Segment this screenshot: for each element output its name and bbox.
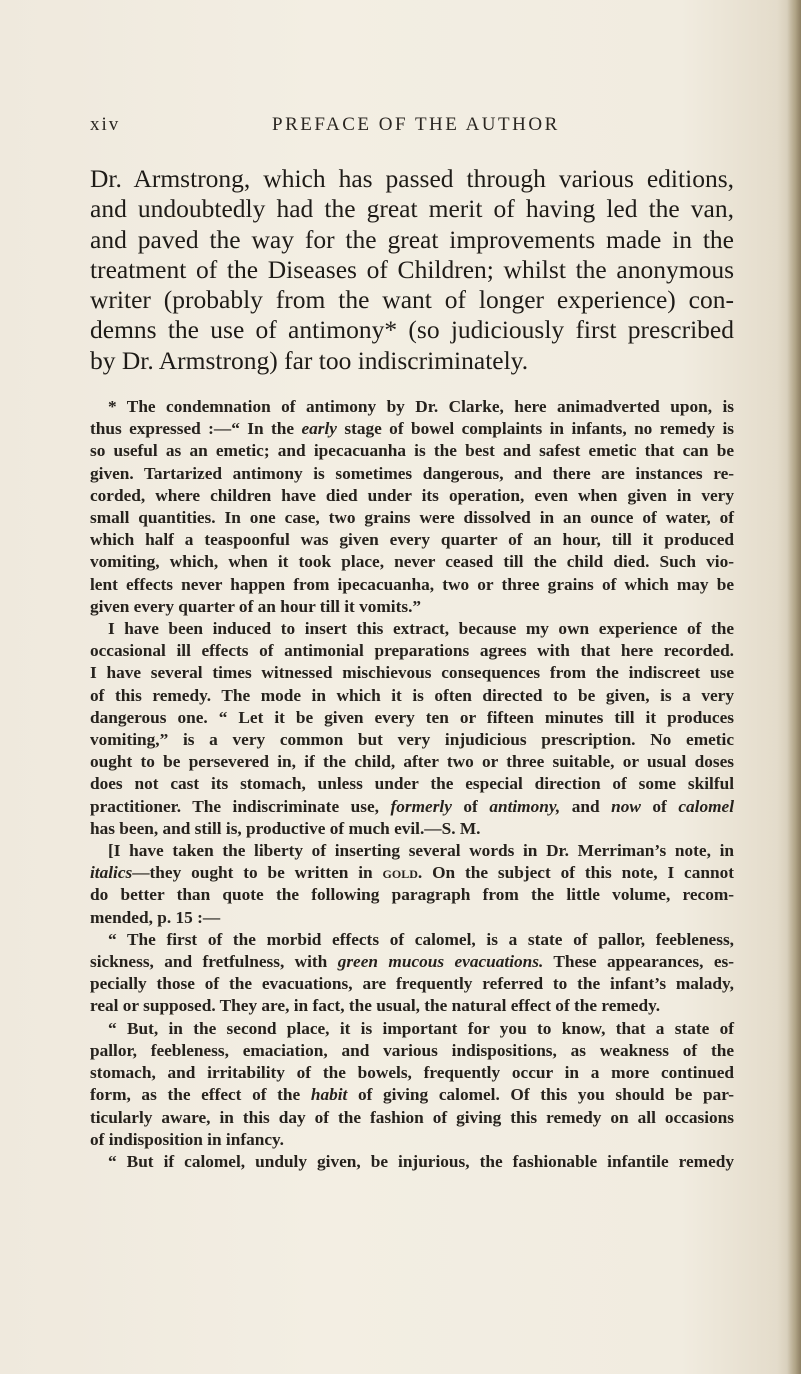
main-text-line: treatment of the Diseases of Children; whilst the anonymous: [90, 254, 734, 284]
footnote-line: [90, 463, 734, 485]
text-run: stage of bowel complaints in infants, no remedy is: [336, 419, 734, 439]
text-run: vomiting,” is a very common but very injudicious prescription. No emetic: [90, 730, 734, 750]
footnote-line: [90, 1107, 734, 1129]
footnote-line: [90, 1040, 734, 1062]
text-run: corded, where children have died under its operation, even when given in very: [90, 485, 734, 505]
footnote-line: [90, 995, 734, 1017]
footnote-line: [90, 418, 734, 440]
footnote-line: [90, 729, 734, 751]
text-run: * The condemnation of antimony by Dr. Clarke, here animadverted upon, is: [108, 397, 734, 416]
text-run: stomach, and irritability of the bowels, frequently occur in a more continued: [90, 1063, 734, 1083]
text-run: small quantities. In one case, two grains were dissolved in an ounce of water, of: [90, 508, 734, 528]
footnote-line: [90, 951, 734, 973]
footnote-line: [90, 551, 734, 573]
italic-text: habit: [310, 1085, 348, 1105]
text-run: of indisposition in infancy.: [90, 1129, 285, 1149]
italic-text: early: [301, 419, 337, 439]
text-run: “ But, in the second place, it is important for you to know, that a state of: [108, 1018, 734, 1038]
text-run: ought to be persevered in, if the child, after two or three suitable, or usual doses: [90, 752, 734, 772]
italic-text: green mucous evacuations.: [337, 952, 544, 972]
text-run: of this remedy. The mode in which it is often directed to be given, is a very: [90, 685, 734, 705]
text-run: “ The first of the morbid effects of calomel, is a state of pallor, feebleness,: [108, 929, 734, 949]
text-run: of: [640, 796, 679, 816]
footnote-line: [90, 973, 734, 995]
italic-text: calomel: [678, 796, 734, 816]
text-run: which half a teaspoonful was given every quarter of an hour, till it produced: [90, 530, 734, 550]
page-header: [90, 108, 730, 138]
text-run: do better than quote the following paragraph from the little volume, recom-: [90, 885, 734, 905]
text-run: occasional ill effects of antimonial preparations agrees with that here recorded.: [90, 641, 734, 661]
footnote-line: [90, 440, 734, 462]
text-run: “ But if calomel, unduly given, be injurious, the fashionable infantile remedy: [108, 1151, 734, 1171]
footnote-line: [90, 529, 734, 551]
text-run: I have been induced to insert this extract, because my own experience of the: [108, 619, 734, 639]
text-run: These appearances, es-: [543, 952, 734, 972]
footnote-line: [90, 707, 734, 729]
text-run: pallor, feebleness, emaciation, and various indispositions, as weakness of the: [90, 1040, 734, 1060]
footnote-line: [90, 396, 734, 418]
main-text-line: by Dr. Armstrong) far too indiscriminately.: [90, 345, 529, 375]
main-text-line: demns the use of antimony* (so judiciously first prescribed: [90, 315, 734, 345]
footnote-line: [90, 574, 734, 596]
footnote-line: [90, 640, 734, 662]
footnote-line: [90, 929, 734, 951]
text-run: does not cast its stomach, unless under the especial direction of some skilful: [90, 774, 734, 794]
italic-text: formerly: [390, 796, 452, 816]
footnote-line: [90, 796, 734, 818]
footnote-line: [90, 507, 734, 529]
text-run: I have several times witnessed mischievous consequences from the indiscreet use: [90, 663, 734, 683]
text-run: of giving calomel. Of this you should be par-: [347, 1085, 734, 1105]
footnote-line: [90, 1151, 734, 1173]
footnote-line: [90, 1084, 734, 1106]
text-run: and: [560, 796, 612, 816]
text-run: mended, p. 15 :—: [90, 907, 221, 927]
footnote-line: [90, 818, 734, 840]
footnote-line: [90, 596, 734, 618]
footnote-line: [90, 662, 734, 684]
text-run: dangerous one. “ Let it be given every ten or fifteen minutes till it produces: [90, 707, 734, 727]
page-number: xiv: [90, 114, 121, 135]
main-text-line: writer (probably from the want of longer experience) con-: [90, 285, 734, 315]
text-run: thus expressed :—“ In the: [90, 419, 302, 439]
text-run: real or supposed. They are, in fact, the usual, the natural effect of the remedy.: [90, 996, 661, 1016]
main-paragraph: [90, 164, 734, 376]
main-text-line: Dr. Armstrong, which has passed through various editions,: [90, 164, 734, 193]
running-head: PREFACE OF THE AUTHOR: [272, 114, 560, 135]
text-run: . On the subject of this note, I cannot: [417, 863, 734, 883]
text-run: sickness, and fretfulness, with: [90, 952, 338, 972]
text-run: has been, and still is, productive of much evil.—S. M.: [90, 818, 481, 838]
main-text-line: and paved the way for the great improvements made in the: [90, 224, 734, 254]
text-run: given every quarter of an hour till it vomits.”: [90, 596, 422, 616]
main-text-line: and undoubtedly had the great merit of having led the van,: [90, 194, 734, 224]
footnote-line: [90, 773, 734, 795]
italic-text: antimony,: [489, 796, 561, 816]
footnote-block: [90, 396, 734, 1173]
text-run: ticularly aware, in this day of the fashion of giving this remedy on all occasions: [90, 1107, 734, 1127]
text-run: [I have taken the liberty of inserting several words in Dr. Merriman’s note, in: [108, 841, 734, 861]
text-run: practitioner. The indiscriminate use,: [90, 796, 391, 816]
footnote-line: [90, 618, 734, 640]
small-caps-text: gold: [382, 863, 418, 883]
text-run: pecially those of the evacuations, are frequently referred to the infant’s malady,: [90, 974, 734, 994]
text-run: so useful as an emetic; and ipecacuanha is the best and safest emetic that can be: [90, 441, 734, 461]
footnote-line: [90, 884, 734, 906]
footnote-line: [90, 907, 734, 929]
text-run: given. Tartarized antimony is sometimes dangerous, and there are instances re-: [90, 463, 734, 483]
footnote-line: [90, 751, 734, 773]
footnote-line: [90, 1062, 734, 1084]
text-run: form, as the effect of the: [90, 1085, 311, 1105]
footnote-line: [90, 1018, 734, 1040]
page-edge-shadow: [787, 0, 801, 1374]
footnote-line: [90, 485, 734, 507]
text-run: vomiting, which, when it took place, never ceased till the child died. Such vio-: [90, 552, 734, 572]
text-run: —they ought to be written in: [132, 863, 383, 883]
footnote-line: [90, 1129, 734, 1151]
text-run: of: [451, 796, 490, 816]
italic-text: now: [611, 796, 641, 816]
italic-text: italics: [90, 863, 133, 883]
footnote-line: [90, 840, 734, 862]
footnote-line: [90, 862, 734, 884]
footnote-line: [90, 685, 734, 707]
text-run: lent effects never happen from ipecacuanha, two or three grains of which may be: [90, 574, 734, 594]
